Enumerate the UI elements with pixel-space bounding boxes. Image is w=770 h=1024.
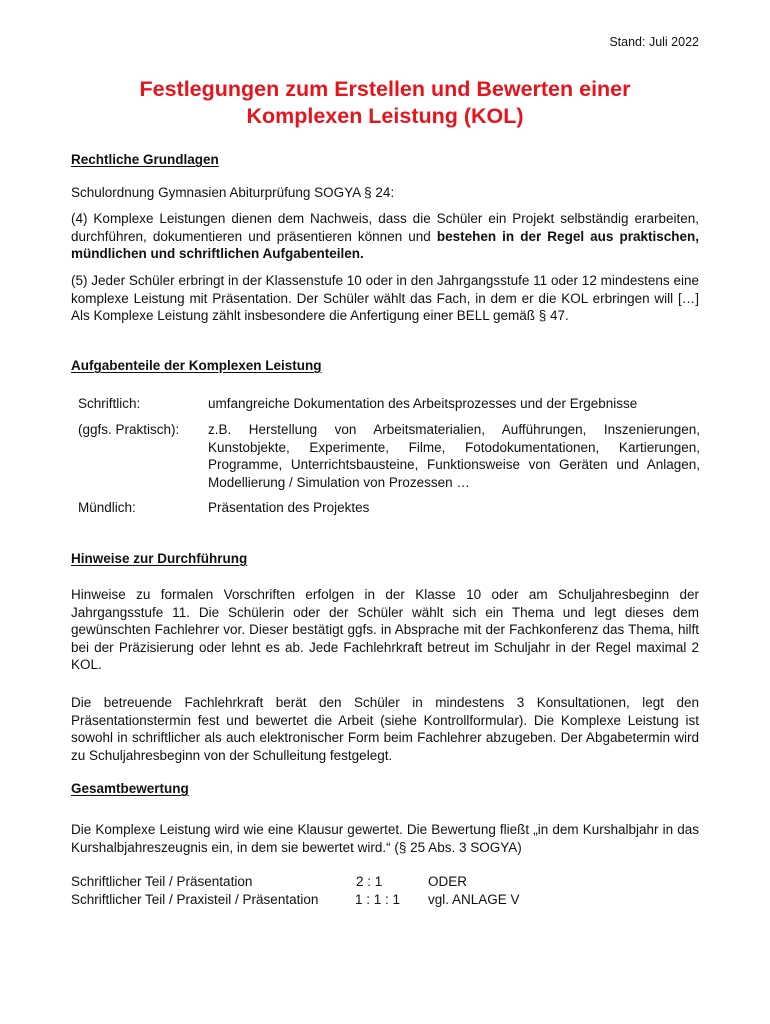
paragraph-hinweise-1: Hinweise zu formalen Vorschriften erfolgen in der Klasse 10 oder am Schuljahresbeginn der Jahrgangsstufe 11. Die Schülerin oder der Schüler wählt sich ein Thema und legt dieses dem gewünschten Fachlehrer vor. Dieser bestätigt ggfs. in Absprache mit der Fachkonferenz das Thema, hilft bei der Präzisierung oder lehnt es ab. Jede Fachlehrkraft betreut im Schuljahr in der Regel maximal 2 KOL. — [71, 587, 699, 672]
ratio-value: 1 : 1 : 1 — [355, 892, 401, 907]
paragraph-section-4 — [71, 210, 699, 263]
section-4-text: (4) Komplexe Leistungen dienen dem Nachweis, dass die Schüler ein Projekt selbständig erarbeiten, durchführen, dokumentieren und präsentieren können und — [71, 211, 699, 244]
paragraph-sogya-intro: Schulordnung Gymnasien Abiturprüfung SOGYA § 24: — [71, 185, 395, 200]
heading-rechtliche-grundlagen: Rechtliche Grundlagen — [71, 152, 219, 167]
paragraph-gesamtbewertung: Die Komplexe Leistung wird wie eine Klausur gewertet. Die Bewertung fließt „in dem Kurshalbjahr in das Kurshalbjahreszeugnis ein, in dem sie bewertet wird.“ (§ 25 Abs. 3 SOGYA) — [71, 822, 699, 855]
aufgabenteil-label: Mündlich: — [78, 500, 136, 515]
paragraph-section-5: (5) Jeder Schüler erbringt in der Klassenstufe 10 oder in den Jahrgangsstufe 11 oder 12 mindestens eine komplexe Leistung mit Präsentation. Der Schüler wählt das Fach, in dem er die KOL erbringen will […] Als Komplexe Leistung zählt insbesondere die Anfertigung einer BELL gemäß § 47. — [71, 273, 699, 323]
aufgabenteil-label: Schriftlich: — [78, 396, 141, 411]
title-line-1: Festlegungen zum Erstellen und Bewerten einer — [139, 77, 631, 101]
paragraph-hinweise-2: Die betreuende Fachlehrkraft berät den Schüler in mindestens 3 Konsultationen, legt den Präsentationstermin fest und bewertet die Arbeit (siehe Kontrollformular). Die Komplexe Leistung ist sowohl in schriftlicher als auch elektronischer Form beim Fachlehrer abzugeben. Der Abgabetermin wird zu Schuljahresbeginn von der Schulleitung festgelegt. — [71, 695, 699, 763]
heading-hinweise: Hinweise zur Durchführung — [71, 551, 248, 566]
section-4-bold-text: bestehen in der Regel aus praktischen, mündlichen und schriftlichen Aufgabenteilen. — [71, 228, 699, 261]
page-title — [0, 76, 770, 130]
title-line-2: Komplexen Leistung (KOL) — [246, 104, 524, 128]
heading-aufgabenteile: Aufgabenteile der Komplexen Leistung — [71, 358, 322, 373]
aufgabenteil-value: z.B. Herstellung von Arbeitsmaterialien, Aufführungen, Inszenierungen, Kunstobjekte, Experimente, Filme, Fotodokumentationen, Kartierungen, Programme, Unterrichtsbausteine, Funktionsweise von Geräten und Anlagen, Modellierung / Simulation von Prozessen … — [208, 422, 700, 490]
aufgabenteil-label: (ggfs. Praktisch): — [78, 422, 180, 437]
ratio-label: Schriftlicher Teil / Praxisteil / Präsentation — [71, 892, 319, 907]
aufgabenteil-value: umfangreiche Dokumentation des Arbeitsprozesses und der Ergebnisse — [208, 396, 638, 411]
ratio-note: vgl. ANLAGE V — [428, 892, 520, 907]
ratio-label: Schriftlicher Teil / Präsentation — [71, 874, 253, 889]
ratio-note: ODER — [428, 874, 468, 889]
stand-date: Stand: Juli 2022 — [609, 35, 699, 49]
ratio-value: 2 : 1 — [356, 874, 383, 889]
heading-gesamtbewertung: Gesamtbewertung — [71, 781, 189, 796]
aufgabenteil-value: Präsentation des Projektes — [208, 500, 370, 515]
